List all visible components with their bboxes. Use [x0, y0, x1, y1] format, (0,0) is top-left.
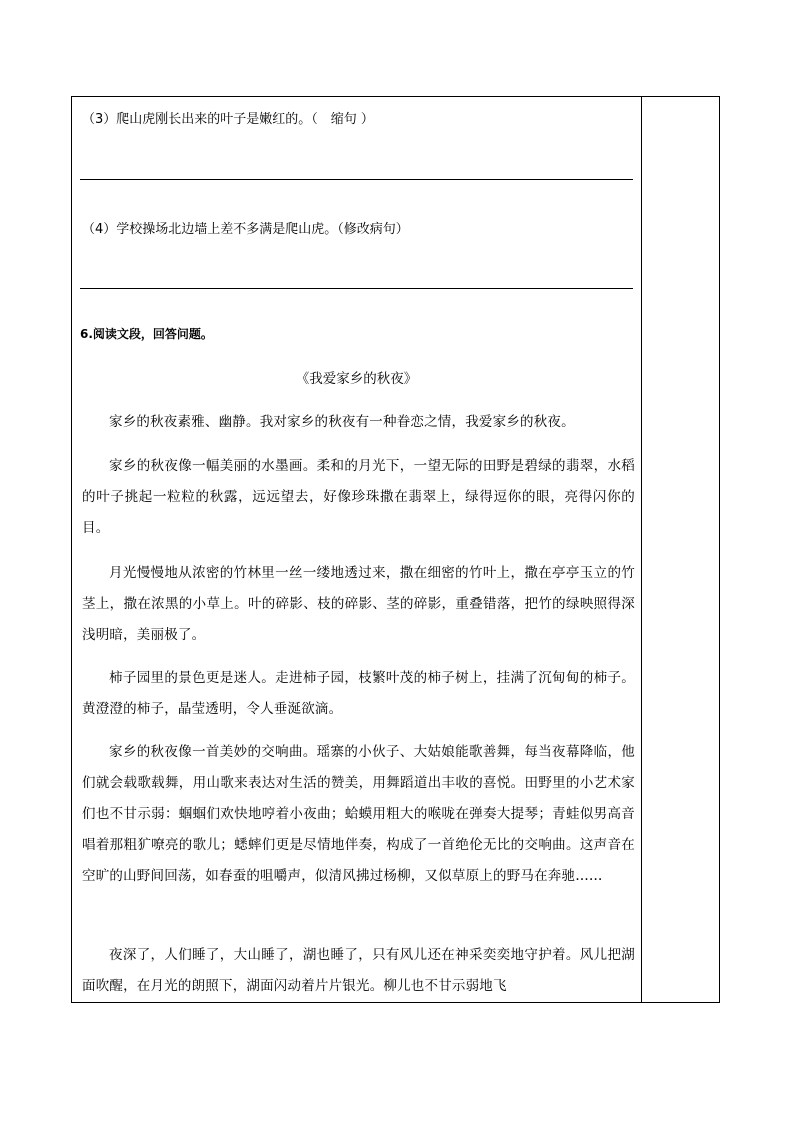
passage-paragraph: 家乡的秋夜像一首美妙的交响曲。瑶寨的小伙子、大姑娘能歌善舞，每当夜幕降临，他们就会载歌载舞，用山歌来表达对生活的赞美，用舞蹈道出丰收的喜悦。田野里的小艺术家们也不甘示弱：蝈蝈们欢快地哼着小夜曲；蛤蟆用粗大的喉咙在弹奏大提琴；青蛙似男高音唱着那粗犷嘹亮的歌儿；蟋蟀们更是尽情地伴奏，构成了一首绝伦无比的交响曲。这声音在空旷的山野间回荡，如春蚕的咀嚼声，似清风拂过杨柳，又似草原上的野马在奔驰…… — [82, 744, 635, 884]
passage-paragraph: 柿子园里的景色更是迷人。走进柿子园，枝繁叶茂的柿子树上，挂满了沉甸甸的柿子。黄澄澄的柿子，晶莹透明，令人垂涎欲滴。 — [82, 670, 635, 717]
worksheet-table — [71, 96, 720, 1003]
answer-line-4[interactable] — [80, 288, 633, 289]
passage-paragraph: 月光慢慢地从浓密的竹林里一丝一缕地透过来，撒在细密的竹叶上，撒在亭亭玉立的竹茎上，撒在浓黑的小草上。叶的碎影、枝的碎影、茎的碎影，重叠错落，把竹的绿映照得深浅明暗，美丽极了。 — [82, 565, 635, 643]
main-column — [72, 97, 641, 1002]
section-heading: 6.阅读文段，回答问题。 — [80, 327, 213, 341]
passage-paragraph: 家乡的秋夜素雅、幽静。我对家乡的秋夜有一种眷恋之情，我爱家乡的秋夜。 — [109, 414, 575, 430]
passage-paragraph: 家乡的秋夜像一幅美丽的水墨画。柔和的月光下，一望无际的田野是碧绿的翡翠，水稻的叶子挑起一粒粒的秋露，远远望去，好像珍珠撒在翡翠上，绿得逗你的眼，亮得闪你的目。 — [82, 458, 635, 536]
answer-line-3[interactable] — [80, 179, 633, 180]
question-4: （4）学校操场北边墙上差不多满是爬山虎。（修改病句） — [82, 222, 409, 237]
column-divider — [641, 97, 642, 1002]
passage-paragraph: 夜深了，人们睡了，大山睡了，湖也睡了，只有风儿还在神采奕奕地守护着。风儿把湖面吹醒，在月光的朗照下，湖面闪动着片片银光。柳儿也不甘示弱地飞 — [82, 947, 635, 994]
question-3: （3）爬山虎刚长出来的叶子是嫩红的。（ 缩句 ） — [82, 112, 374, 127]
passage-title: 《我爱家乡的秋夜》 — [295, 371, 418, 387]
